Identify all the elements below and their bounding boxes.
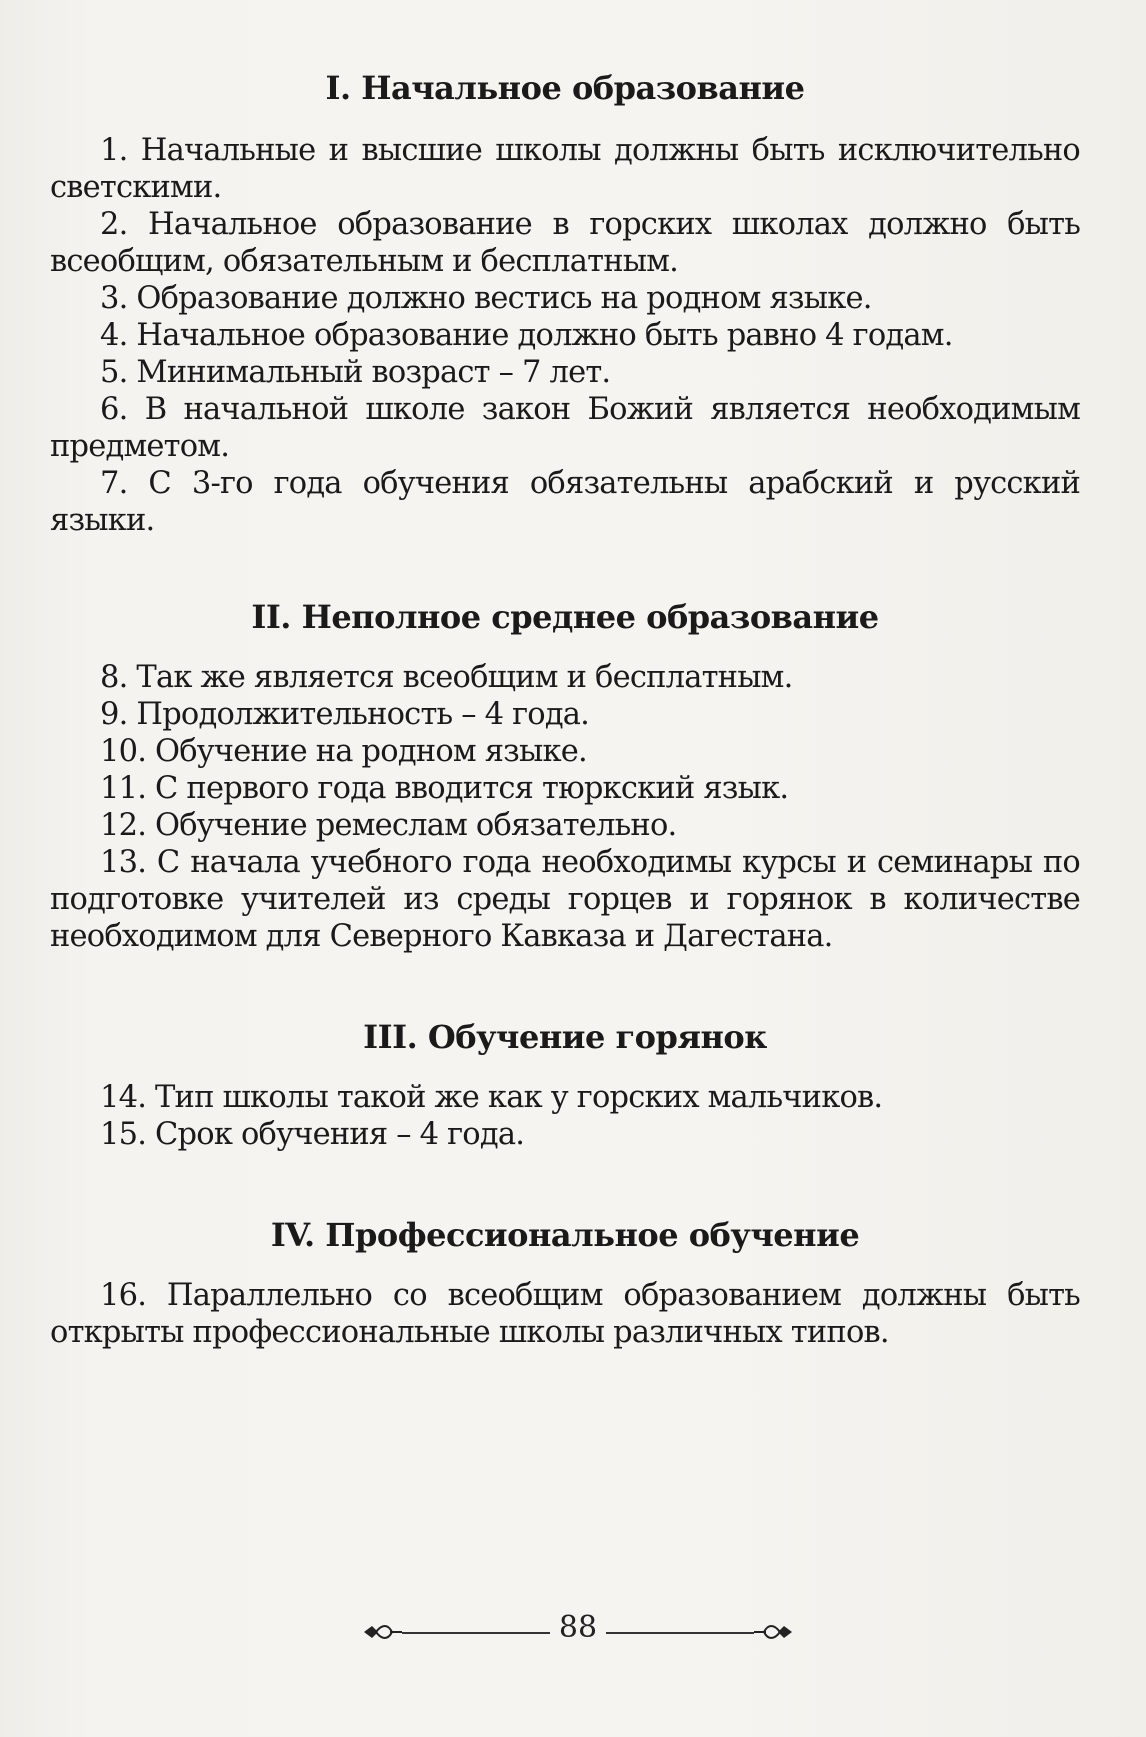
list-item: 8. Так же является всеобщим и бесплатным. [100, 660, 793, 695]
list-item: 11. С первого года вводится тюркский язык. [100, 771, 789, 806]
page-number: 88 [558, 1610, 598, 1645]
list-item: 14. Тип школы такой же как у горских мальчиков. [100, 1080, 883, 1115]
list-item: 10. Обучение на родном языке. [100, 734, 587, 769]
section-heading: III. Обучение горянок [363, 1018, 767, 1056]
list-item: 9. Продолжительность – 4 года. [100, 697, 590, 732]
list-item: 12. Обучение ремеслам обязательно. [100, 808, 677, 843]
list-item: 6. В начальной школе закон Божий является необходимым предметом. [50, 392, 1080, 464]
list-item: 5. Минимальный возраст – 7 лет. [100, 355, 611, 390]
list-item: 2. Начальное образование в горских школах должно быть всеобщим, обязательным и бесплатным. [50, 207, 1080, 279]
list-item: 7. С 3-го года обучения обязательны арабский и русский языки. [50, 466, 1080, 538]
section-heading: IV. Профессиональное обучение [270, 1216, 860, 1254]
section-heading: II. Неполное среднее образование [251, 598, 879, 636]
section-girls-education [50, 1017, 1080, 1153]
list-item: 13. С начала учебного года необходимы курсы и семинары по подготовке учителей из среды горцев и горянок в количестве необходимом для Северного Кавказа и Дагестана. [50, 845, 1080, 954]
right-ornament-icon [754, 1614, 794, 1650]
list-item: 3. Образование должно вестись на родном языке. [100, 281, 872, 316]
footer-rule-left [402, 1632, 550, 1634]
list-item: 15. Срок обучения – 4 года. [100, 1117, 525, 1152]
section-incomplete-secondary [50, 597, 1080, 955]
section-professional-education [50, 1215, 1080, 1351]
section-heading: I. Начальное образование [325, 69, 805, 107]
section-primary-education [50, 68, 1080, 539]
list-item: 1. Начальные и высшие школы должны быть исключительно светскими. [50, 133, 1080, 205]
footer-rule-right [606, 1632, 754, 1634]
page-footer [0, 1606, 1146, 1646]
list-item: 4. Начальное образование должно быть равно 4 годам. [100, 318, 953, 353]
left-ornament-icon [362, 1614, 402, 1650]
page-content [50, 60, 1080, 1351]
list-item: 16. Параллельно со всеобщим образованием должны быть открыты профессиональные школы различных типов. [50, 1278, 1080, 1350]
